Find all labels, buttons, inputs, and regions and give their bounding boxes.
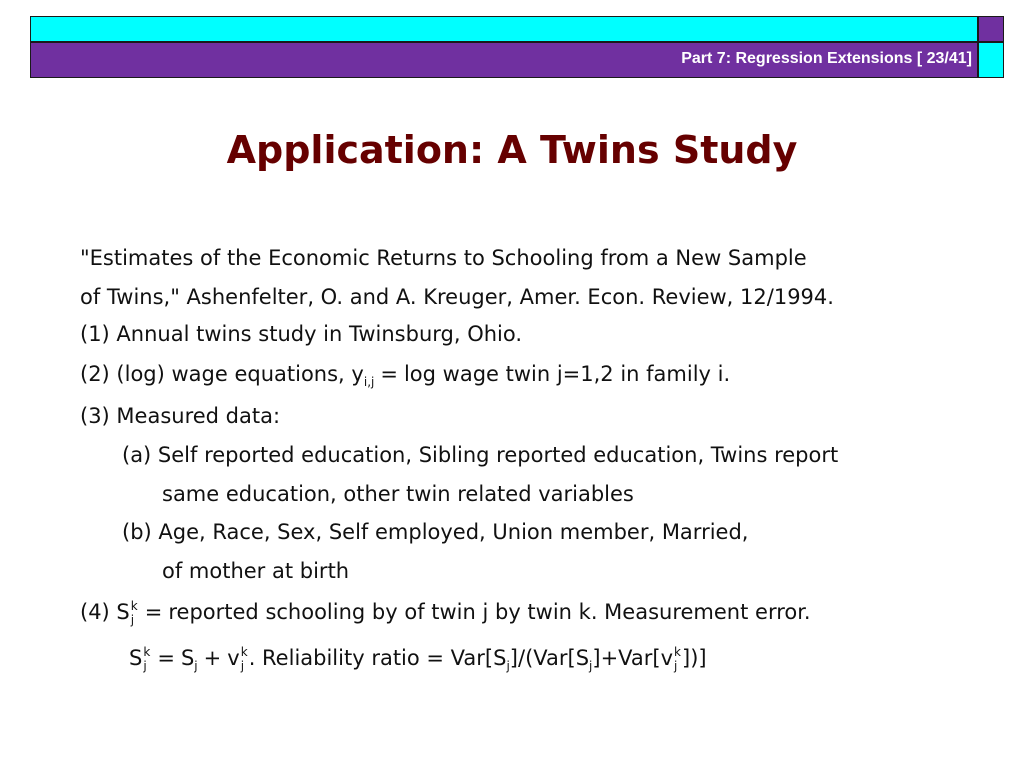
item-5-sup-2: k <box>240 645 248 659</box>
item-5-sub-6: j <box>674 659 678 673</box>
item-2 <box>80 362 730 389</box>
item-2-subscript: i,j <box>363 375 375 389</box>
item-3: (3) Measured data: <box>80 404 281 428</box>
item-5-sub-3: j <box>240 659 245 673</box>
citation-line-2: of Twins," Ashenfelter, O. and A. Kreuger, Amer. Econ. Review, 12/1994. <box>80 285 834 309</box>
item-3b-line-1: (b) Age, Race, Sex, Self employed, Union member, Married, <box>122 520 749 544</box>
slide-label: Part 7: Regression Extensions [ 23/41] <box>681 50 972 67</box>
item-5-plus: + <box>203 646 222 670</box>
item-5-S: S <box>129 646 143 670</box>
item-4-indices <box>130 599 139 627</box>
item-2-rest: wage twin j=1,2 in family i. <box>435 362 731 386</box>
item-4-equals: = <box>144 600 163 624</box>
citation-line-1: "Estimates of the Economic Returns to Schooling from a New Sample <box>80 246 807 270</box>
item-2-var: y <box>351 362 364 386</box>
item-5-indices-3 <box>673 645 682 673</box>
item-5-sub-5: j <box>589 659 593 673</box>
item-5-close-2: ]+Var[v <box>592 646 674 670</box>
item-4 <box>80 599 811 627</box>
item-5-sub-4: j <box>506 659 510 673</box>
item-3a-line-2: same education, other twin related variables <box>162 482 634 506</box>
item-5 <box>129 646 707 673</box>
item-4-prefix: (4) <box>80 600 117 624</box>
item-5-sub-2: j <box>194 659 198 673</box>
item-5-close-1: ]/(Var[S <box>509 646 590 670</box>
item-4-sub: j <box>130 613 135 627</box>
item-5-S2: S <box>180 646 195 670</box>
item-3a-line-1: (a) Self reported education, Sibling reported education, Twins report <box>122 443 839 467</box>
item-5-indices-2 <box>240 645 249 673</box>
item-5-dot-re: . Re <box>248 646 289 670</box>
item-5-equals: = <box>157 646 175 670</box>
item-4-text: reported schooling by of twin j by twin k. Measurement error. <box>168 600 811 624</box>
item-4-sup: k <box>130 599 138 613</box>
item-5-indices-1 <box>142 645 151 673</box>
header-band-top <box>30 16 978 42</box>
item-5-v: v <box>227 646 240 670</box>
item-5-sub-1: j <box>143 659 147 673</box>
item-2-prefix: (2) (log) wage equations, <box>80 362 352 386</box>
item-5-close-3: ])] <box>682 646 707 670</box>
header-corner-top <box>978 16 1004 42</box>
item-1: (1) Annual twins study in Twinsburg, Ohio. <box>80 322 523 346</box>
header-corner-main <box>978 42 1004 78</box>
item-5-reliability: liability ratio = Var[S <box>288 646 507 670</box>
item-5-sup-3: k <box>674 645 681 659</box>
slide-title: Application: A Twins Study <box>226 128 798 172</box>
item-2-log: log <box>403 362 436 386</box>
item-2-equals: = <box>380 362 398 386</box>
item-4-S: S <box>116 600 130 624</box>
item-3b-line-2: of mother at birth <box>162 559 350 583</box>
item-5-sup-1: k <box>143 645 151 659</box>
